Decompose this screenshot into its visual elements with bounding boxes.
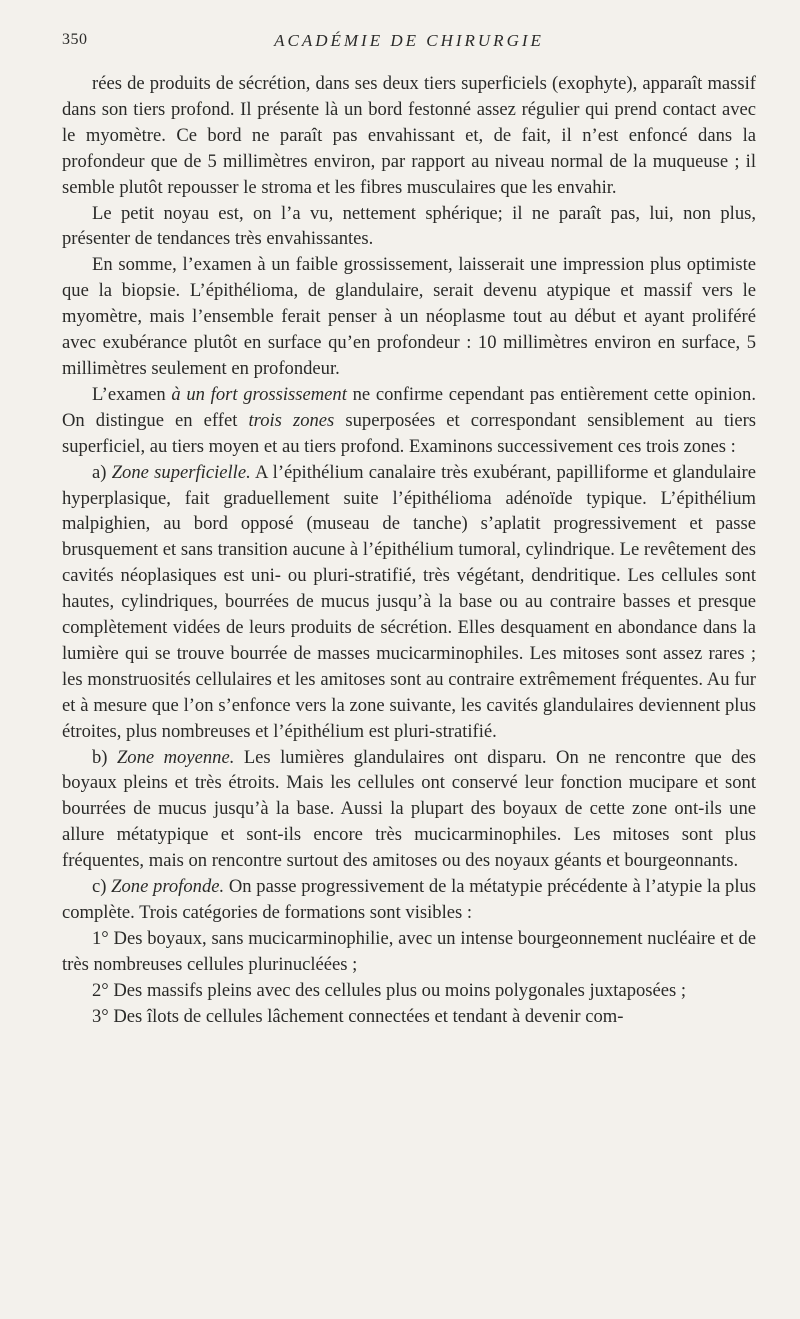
paragraph-text: On passe progressivement de la métatypie précédente à l’atypie la plus complète. Trois catégories de formations sont visibles : (62, 876, 757, 923)
page-number: 350 (62, 31, 88, 48)
paragraph (62, 1004, 756, 1030)
paragraph-text: 2° Des massifs pleins avec des cellules plus ou moins polygonales juxtaposées ; (92, 979, 687, 1001)
paragraph-text: rées de produits de sécrétion, dans ses deux tiers superficiels (exophyte), apparaît massif dans son tiers profond. Il présente là un bord festonné assez régulier qui prend contact avec le myomètre. Ce bord ne paraît pas envahissant et, de fait, il n’est enfoncé dans la profondeur que de 5 millimètres environ, par rapport au niveau normal de la muqueuse ; il semble plutôt repousser le stroma et les fibres musculaires que les envahir. (62, 73, 756, 198)
section-heading: Zone superficielle. (111, 461, 251, 483)
list-marker: c) (92, 876, 112, 898)
list-marker: a) (92, 461, 112, 483)
paragraph (62, 926, 756, 978)
running-title: ACADÉMIE DE CHIRURGIE (274, 31, 544, 50)
paragraph (62, 71, 756, 201)
paragraph (62, 201, 756, 253)
page-header (62, 28, 756, 58)
section-heading: Zone moyenne. (116, 746, 235, 768)
paragraph-text: Les lumières glandulaires ont disparu. On ne rencontre que des boyaux pleins et très étroits. Mais les cellules ont conservé leur fonction mucipare et sont bourrées de mucus jusqu’à la base. Aussi la plupart des boyaux de cette zone ont-ils une allure métatypique et sont-ils encore très mucicarminophiles. Les mitoses sont plus fréquentes, mais on rencontre surtout des amitoses ou des noyaux géants et bourgeonnants. (62, 746, 757, 872)
paragraph (62, 382, 756, 460)
paragraph-text: superposées et correspondant sensiblement au tiers superficiel, au tiers moyen et au tiers profond. Examinons successivement ces trois zones : (62, 409, 756, 457)
paragraph (62, 978, 756, 1004)
paragraph (62, 460, 756, 745)
italic-phrase: à un fort grossissement (171, 383, 347, 405)
paragraph-text: ne confirme cependant pas entièrement cette opinion. On distingue en effet (62, 383, 756, 431)
paragraph-text: A l’épithélium canalaire très exubérant, papilliforme et glandulaire hyperplasique, fait graduellement suite l’épithélioma adénoïde typique. L’épithélium malpighien, au bord opposé (museau de tanche) s’aplatit progressivement et passe brusquement et sans transition aucune à l’épithélium tumoral, cylindrique. Le revêtement des cavités néoplasiques est uni- ou pluri-stratifié, très végétant, dendritique. Les cellules sont hautes, cylindriques, bourrées de mucus jusqu’à la base ou au contraire basses et presque complètement vidées de leurs produits de sécrétion. Elles desquament en abondance dans la lumière qui se trouve bourrée de masses mucicarminophiles. Les mitoses sont assez rares ; les monstruosités cellulaires et les amitoses sont au contraire extrêmement fréquentes. Au fur et à mesure que l’on s’enfonce vers la zone suivante, les cavités glandulaires deviennent plus étroites, plus nombreuses et l’épithélium est pluri-stratifié. (62, 461, 756, 742)
paragraph (62, 745, 756, 875)
paragraph-text: Le petit noyau est, on l’a vu, nettement sphérique; il ne paraît pas, lui, non plus, présenter de tendances très envahissantes. (62, 202, 756, 250)
paragraph-text: En somme, l’examen à un faible grossissement, laisserait une impression plus optimiste que la biopsie. L’épithélioma, de glandulaire, serait devenu atypique et massif vers le myomètre, mais l’ensemble ferait penser à un néoplasme tout au début et ayant proliféré avec exubérance plutôt en surface qu’en profondeur : 10 millimètres environ en surface, 5 millimètres seulement en profondeur. (62, 254, 756, 379)
paragraph-text: L’examen (92, 383, 172, 405)
paragraph (62, 874, 756, 926)
section-heading: Zone profonde. (111, 876, 225, 898)
italic-phrase: trois zones (248, 409, 335, 431)
list-marker: b) (92, 746, 117, 768)
paragraph-text: 3° Des îlots de cellules lâchement connectées et tendant à devenir com- (92, 1005, 624, 1027)
paragraph-text: 1° Des boyaux, sans mucicarminophilie, avec un intense bourgeonnement nucléaire et de très nombreuses cellules plurinucléées ; (62, 927, 756, 975)
paragraph (62, 252, 756, 382)
body-text (62, 71, 756, 1030)
